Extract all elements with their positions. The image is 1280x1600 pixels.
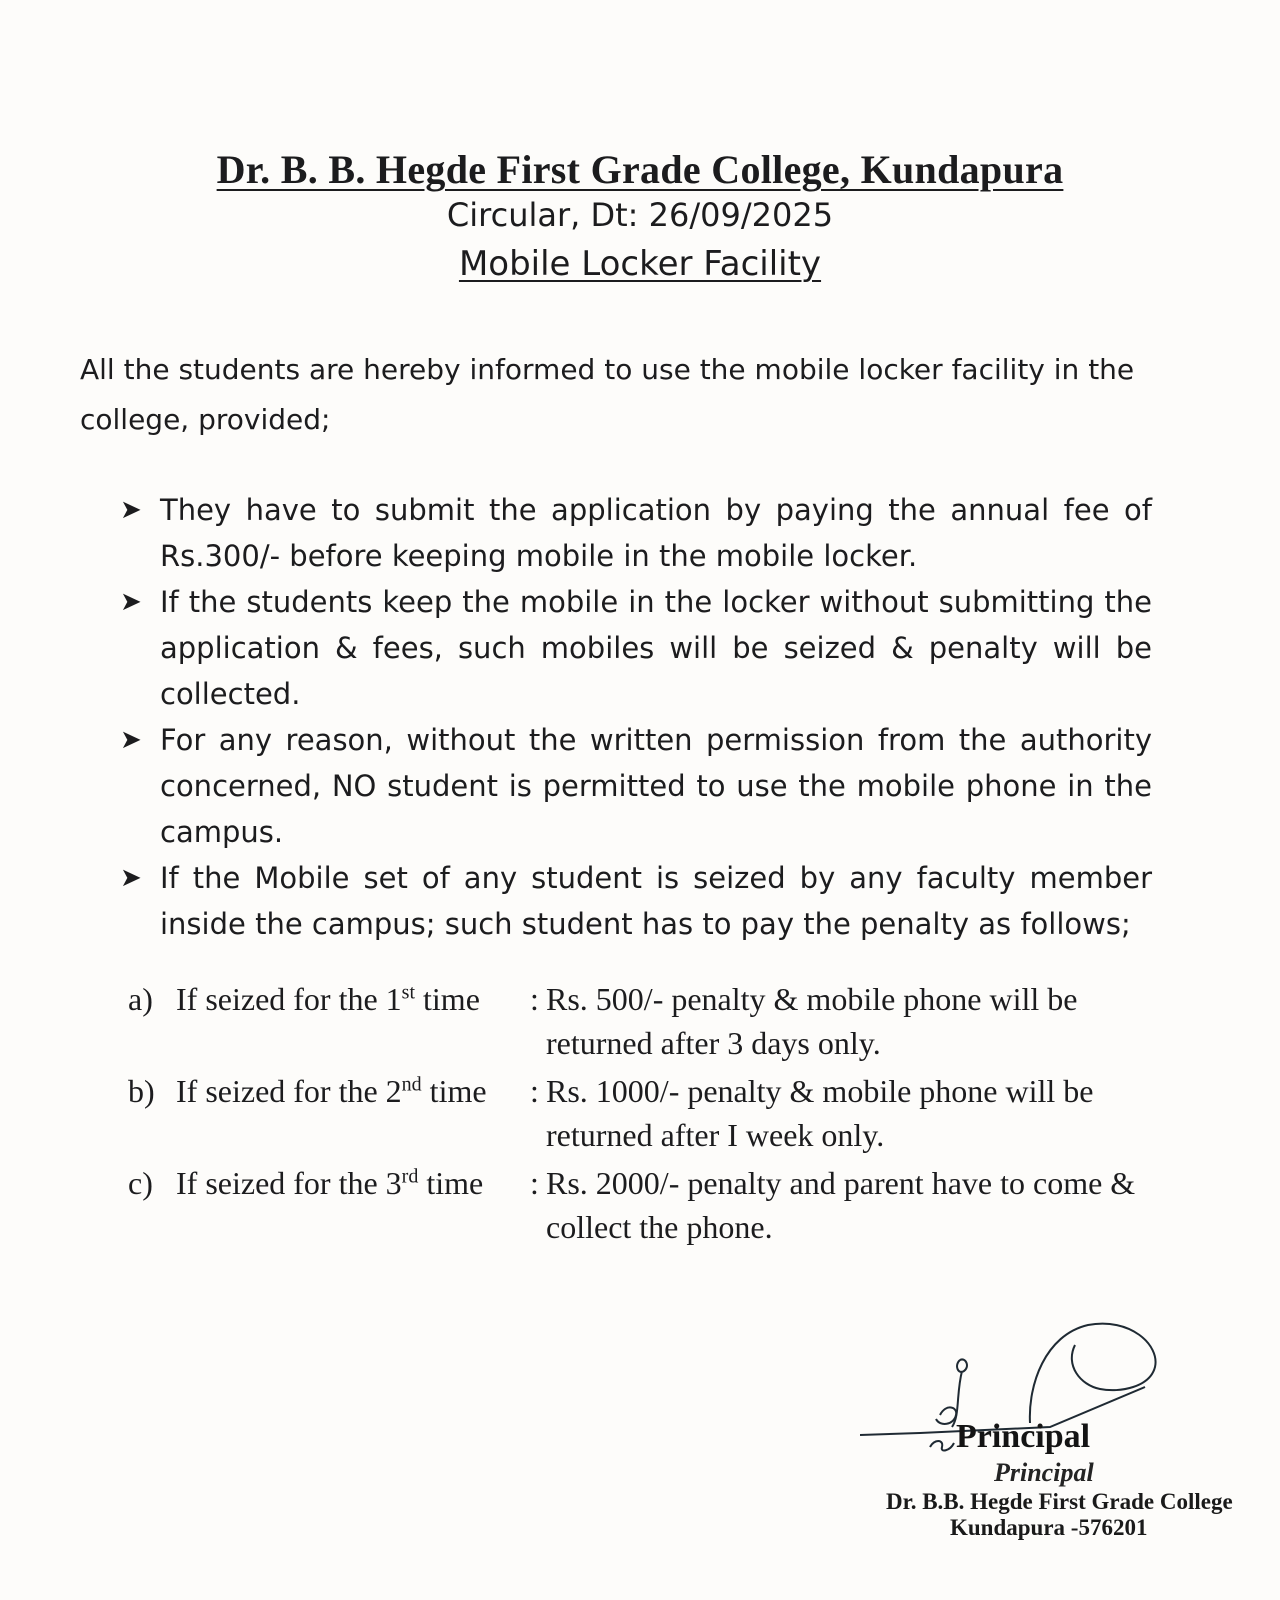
penalty-label: a) — [128, 981, 153, 1017]
rules-list — [118, 487, 1152, 947]
penalty-condition: If seized for the 3rd time — [176, 1165, 484, 1201]
rule-text: They have to submit the application by paying the annual fee of Rs.300/- before keeping mobile in the mobile locker. — [160, 493, 1152, 573]
stamp-title-large: Principal — [956, 1418, 1091, 1455]
penalty-label: b) — [128, 1073, 155, 1109]
stamp-place: Kundapura -576201 — [950, 1515, 1148, 1540]
penalty-separator: : — [530, 981, 539, 1017]
arrow-bullet-icon: ➤ — [120, 863, 142, 893]
list-item — [118, 717, 1152, 855]
penalty-separator: : — [530, 1073, 539, 1109]
penalty-separator: : — [530, 1165, 539, 1201]
penalty-condition: If seized for the 2nd time — [176, 1073, 487, 1109]
rule-text: If the Mobile set of any student is seized by any faculty member inside the campus; such student has to pay the penalty as follows; — [160, 861, 1152, 941]
penalty-row — [128, 977, 1168, 1069]
penalty-text: Rs. 500/- penalty & mobile phone will be returned after 3 days only. — [546, 981, 1078, 1061]
stamp-college: Dr. B.B. Hegde First Grade College — [886, 1489, 1233, 1514]
arrow-bullet-icon: ➤ — [120, 587, 142, 617]
penalty-text: Rs. 2000/- penalty and parent have to come & collect the phone. — [546, 1165, 1136, 1245]
list-item — [118, 579, 1152, 717]
penalty-text: Rs. 1000/- penalty & mobile phone will be returned after I week only. — [546, 1073, 1094, 1153]
list-item — [118, 487, 1152, 579]
list-item — [118, 855, 1152, 947]
penalty-list — [128, 977, 1168, 1253]
rule-text: For any reason, without the written permission from the authority concerned, NO student is permitted to use the mobile phone in the campus. — [160, 723, 1152, 849]
penalty-row — [128, 1069, 1168, 1161]
circular-date: Circular, Dt: 26/09/2025 — [446, 196, 834, 234]
penalty-row — [128, 1161, 1168, 1253]
penalty-condition: If seized for the 1st time — [176, 981, 480, 1017]
penalty-label: c) — [128, 1165, 153, 1201]
college-title: Dr. B. B. Hegde First Grade College, Kundapura — [216, 147, 1064, 192]
intro-paragraph: All the students are hereby informed to use the mobile locker facility in the college, provided; — [80, 353, 1135, 436]
rule-text: If the students keep the mobile in the locker without submitting the application & fees, such mobiles will be seized & penalty will be collected. — [160, 585, 1152, 711]
arrow-bullet-icon: ➤ — [120, 495, 142, 525]
stamp-title: Principal — [994, 1458, 1094, 1487]
notice-subject: Mobile Locker Facility — [458, 244, 822, 284]
arrow-bullet-icon: ➤ — [120, 725, 142, 755]
